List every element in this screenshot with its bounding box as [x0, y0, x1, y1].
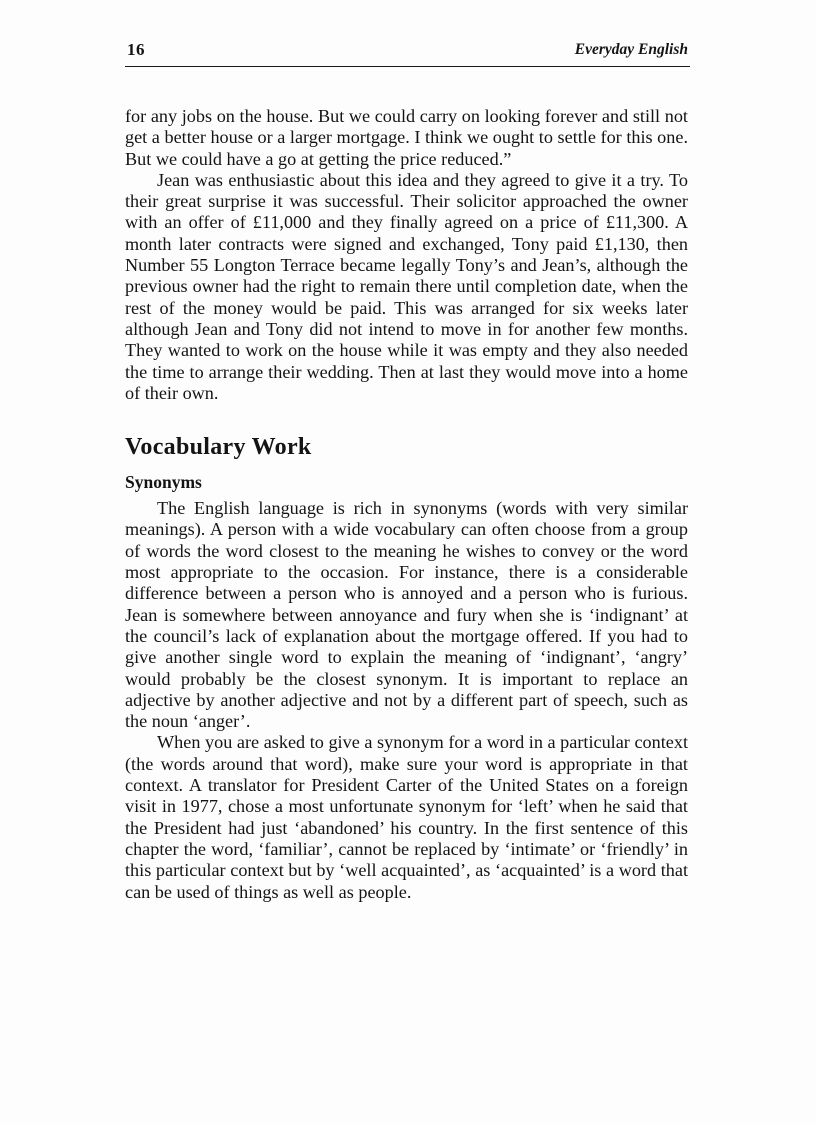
synonyms-paragraph-intro: The English language is rich in synonyms (words with very similar meanings). A person with a wide vocabulary can often choose from a group of words the word closest to the meaning he wishes to convey or the word most appropriate to the occasion. For instance, there is a considerable difference between a person who is annoyed and a person who is furious. Jean is somewhere between annoyance and fury when she is ‘indignant’ at the council’s lack of explanation about the mortgage offered. If you had to give another single word to explain the meaning of ‘indignant’, ‘angry’ would probably be the closest synonym. It is important to replace an adjective by another adjective and not by a different part of speech, such as the noun ‘anger’. [125, 498, 688, 732]
book-title: Everyday English [574, 41, 688, 58]
running-header [125, 38, 690, 67]
page-number: 16 [127, 40, 145, 59]
body-paragraph-purchase: Jean was enthusiastic about this idea and they agreed to give it a try. To their great surprise it was successful. Their solicitor approached the owner with an offer of £11,000 and they finally agreed on a price of £11,300. A month later contracts were signed and exchanged, Tony paid £1,130, then Number 55 Longton Terrace became legally Tony’s and Jean’s, although the previous owner had the right to remain there until completion date, when the rest of the money would be paid. This was arranged for six weeks later although Jean and Tony did not intend to move in for another few months. They wanted to work on the house while it was empty and they also needed the time to arrange their wedding. Then at last they would move into a home of their own. [125, 169, 688, 403]
body-paragraph-continued: for any jobs on the house. But we could carry on looking forever and still not get a better house or a larger mortgage. I think we ought to settle for this one. But we could have a go at getting the price reduced.” [125, 106, 688, 169]
subheading-synonyms: Synonyms [125, 472, 202, 493]
page-content [125, 106, 688, 903]
synonyms-paragraph-context: When you are asked to give a synonym for a word in a particular context (the words around that word), make sure your word is appropriate in that context. A translator for President Carter of the United States on a foreign visit in 1977, chose a most unfortunate synonym for ‘left’ when he said that the President had just ‘abandoned’ his country. In the first sentence of this chapter the word, ‘familiar’, cannot be replaced by ‘intimate’ or ‘friendly’ in this particular context but by ‘well acquainted’, as ‘acquainted’ is a word that can be used of things as well as people. [125, 732, 688, 902]
section-heading-vocabulary: Vocabulary Work [125, 434, 312, 461]
